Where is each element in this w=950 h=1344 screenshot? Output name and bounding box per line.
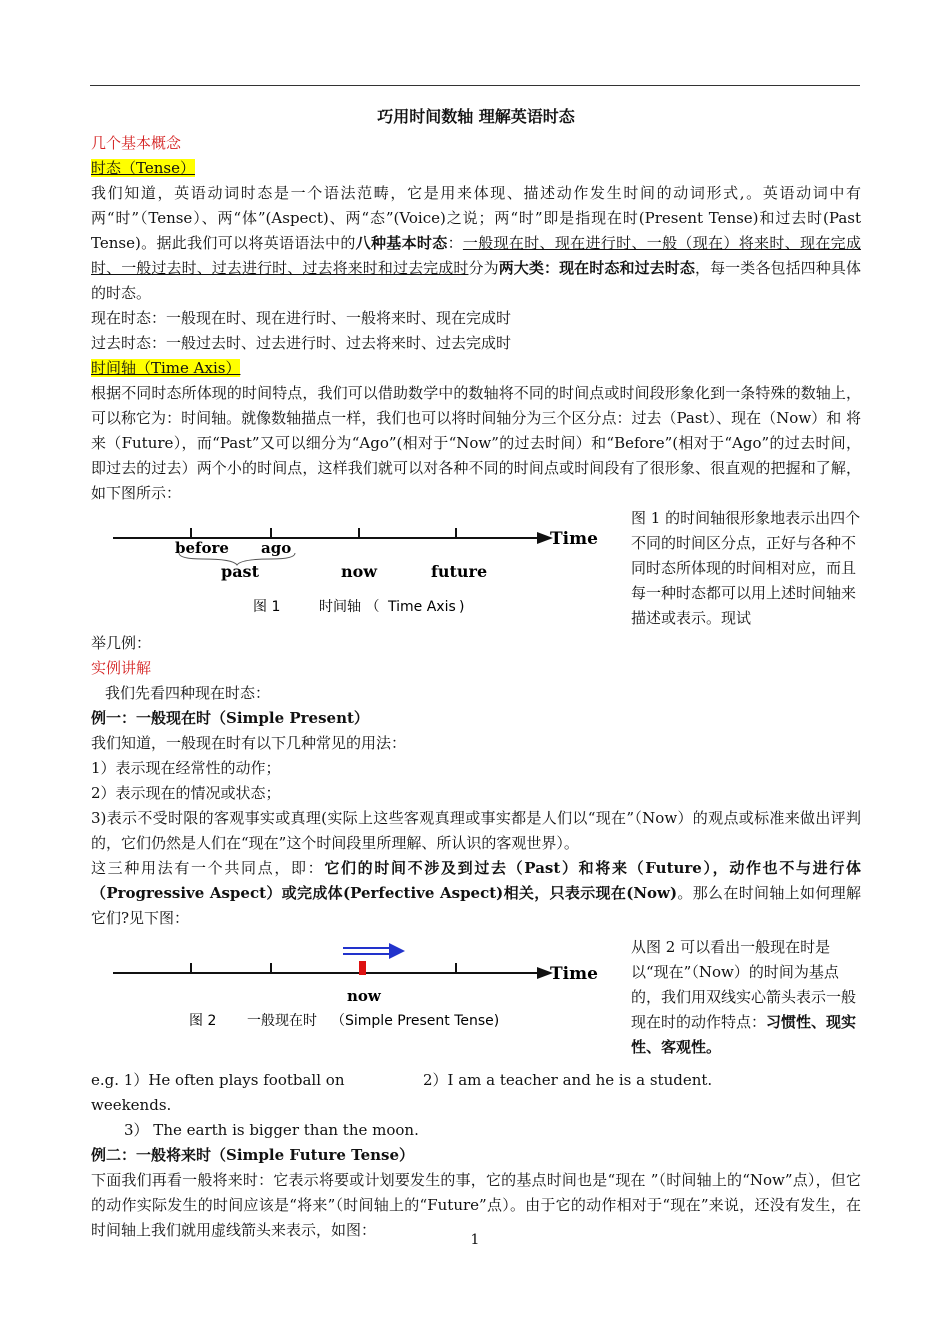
fig2-label-time: Time (550, 964, 598, 984)
usage-1: 1）表示现在经常性的动作； (91, 759, 281, 777)
fig1-label-future: future (431, 562, 488, 581)
example1-paragraph: 我们知道，一般现在时有以下几种常见的用法： (91, 734, 407, 752)
heading-tense: 时态（Tense） (91, 159, 195, 177)
figure2-side-text: 从图 2 可以看出一般现在时是以“现在”（Now）的时间为基点的，我们用双线实心箭头表示一般现在时的动作特点：习惯性、现实性、客观性。 (631, 938, 857, 1056)
examples-intro: 举几例： (91, 634, 152, 652)
figure2-simple-present (91, 935, 611, 1055)
fig1-caption-number: 图 1 (253, 599, 281, 615)
fig1-label-now: now (341, 562, 378, 581)
fig1-label-past: past (221, 562, 259, 581)
figure1-time-axis (91, 506, 611, 624)
fig1-caption-close: ) (459, 599, 465, 615)
example-sentence-3: 3） The earth is bigger than the moon. (124, 1121, 419, 1139)
tense-paragraph: 我们知道，英语动词时态是一个语法范畴，它是用来体现、描述动作发生时间的动词形式,。英语动词中有两“时”（Tense）、两“体”(Aspect)、两“态”(Voice)之说；两“时”即是指现在时(Present Tense)和过去时(Past Tense)。据此我们可以将英语语法中的八种基本时态：一般现在时、现在进行时、一般（现在）将来时、现在完成时、一般过去时、过去进行时、过去将来时和过去完成时分为两大类：现在时态和过去时态，每一类各包括四种具体的时态。 (91, 184, 861, 302)
present-intro: 我们先看四种现在时态： (105, 684, 271, 702)
fig2-caption-english: （Simple Present Tense) (331, 1013, 500, 1029)
common-point-paragraph: 这三种用法有一个共同点，即：它们的时间不涉及到过去（Past）和将来（Future），动作也不与进行体（Progressive Aspect）或完成体(Perfective Aspect)相关，只表示现在(Now)。那么在时间轴上如何理解它们?见下图： (91, 859, 861, 927)
page-number: 1 (470, 1232, 480, 1248)
example-sentence-2: 2）I am a teacher and he is a student. (423, 1071, 713, 1089)
figure1-side-text: 图 1 的时间轴很形象地表示出四个不同的时间区分点，正好与各种不同时态所体现的时间相对应，而且每一种时态都可以用上述时间轴来描述或表示。现试 (631, 509, 861, 627)
fig2-caption-text: 一般现在时 (247, 1013, 317, 1029)
usage-2: 2）表示现在的情况或状态； (91, 784, 281, 802)
example2-heading: 例二：一般将来时（Simple Future Tense） (91, 1146, 415, 1164)
present-tenses-line: 现在时态：一般现在时、现在进行时、一般将来时、现在完成时 (91, 309, 512, 327)
example2-paragraph: 下面我们再看一般将来时：它表示将要或计划要发生的事，它的基点时间也是“现在 ”（时间轴上的“Now”点），但它的动作实际发生的时间应该是“将来”（时间轴上的“Future”点）。由于它的动作相对于“现在”来说，还没有发生，在时间轴上我们就用虚线箭头来表示，如图： (91, 1171, 861, 1239)
header-rule (90, 85, 860, 86)
figure1-block (91, 506, 861, 631)
example-sentence-1: e.g. 1）He often plays football on weekends. (91, 1071, 345, 1114)
usage-3: 3)表示不受时限的客观事实或真理(实际上这些客观真理或事实都是人们以“现在”（Now）的观点或标准来做出评判的，它们仍然是人们在“现在”这个时间段里所理解、所认识的客观世界）。 (91, 809, 861, 852)
fig1-caption-text: 时间轴 （ (319, 599, 380, 615)
fig2-label-now: now (347, 987, 381, 1005)
past-tenses-line: 过去时态：一般过去时、过去进行时、过去将来时、过去完成时 (91, 334, 512, 352)
fig1-caption-english: Time Axis (388, 599, 456, 615)
example1-heading: 例一：一般现在时（Simple Present） (91, 709, 369, 727)
fig1-label-before: before (175, 539, 229, 557)
document-title: 巧用时间数轴 理解英语时态 (377, 107, 575, 126)
time-axis-paragraph: 根据不同时态所体现的时间特点，我们可以借助数学中的数轴将不同的时间点或时间段形象化到一条特殊的数轴上，可以称它为：时间轴。就像数轴描点一样，我们也可以将时间轴分为三个区分点：过去（Past）、现在（Now）和 将来（Future），而“Past”又可以细分为“Ago”(相对于“Now”的过去时间）和“Before”(相对于“Ago”的过去时间，即过去的过去）两个小的时间点，这样我们就可以对各种不同的时间点或时间段有了很形象、很直观的把握和了解，如下图所示： (91, 384, 861, 502)
example-sentences-row (91, 1068, 861, 1118)
document-body (91, 100, 861, 1243)
figure2-block (91, 935, 861, 1060)
fig2-caption-number: 图 2 (189, 1013, 217, 1029)
section-heading-basics: 几个基本概念 (91, 134, 182, 152)
fig1-label-ago: ago (261, 539, 292, 557)
heading-time-axis: 时间轴（Time Axis） (91, 359, 241, 377)
section-heading-examples: 实例讲解 (91, 659, 152, 677)
fig1-label-time: Time (550, 529, 598, 549)
